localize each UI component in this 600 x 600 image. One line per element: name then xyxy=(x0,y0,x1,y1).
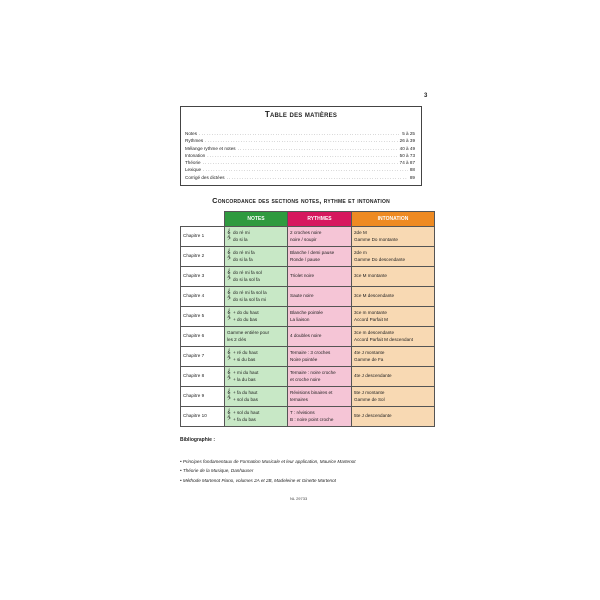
notes-text: + fa du bas xyxy=(233,416,256,422)
toc-label: Mélange rythme et notes xyxy=(185,145,236,151)
notes-cell xyxy=(225,267,288,287)
rythmes-line: Blanche pointée xyxy=(290,310,323,315)
bass-clef-icon: 𝄢 xyxy=(227,276,231,283)
toc-row xyxy=(185,137,415,144)
intonation-cell xyxy=(352,347,435,367)
intonation-cell xyxy=(352,307,435,327)
catalog-code: NL 29733 xyxy=(290,496,308,501)
bibliography-title: Bibliographie : xyxy=(180,437,215,443)
toc-pages: 26 à 39 xyxy=(399,138,415,144)
bass-clef-icon: 𝄢 xyxy=(227,316,231,323)
rythmes-line: et croche noire xyxy=(290,376,321,382)
notes-text: + mi du haut xyxy=(233,370,259,375)
rythmes-cell xyxy=(288,267,352,287)
notes-text: + ré du haut xyxy=(233,350,258,355)
header-blank xyxy=(181,212,225,227)
toc-label: Corrigé des dictées xyxy=(185,174,225,180)
toc-leader-dots xyxy=(227,174,408,181)
notes-line xyxy=(227,237,285,244)
chapter-cell: Chapitre 10 xyxy=(181,407,225,427)
intonation-cell xyxy=(352,247,435,267)
notes-text: les 2 clés xyxy=(227,336,247,342)
intonation-line: 3ce m descendante xyxy=(354,330,395,335)
table-row xyxy=(181,347,435,367)
intonation-line: 3ce M descendante xyxy=(354,293,395,299)
bibliography-item: • Théorie de la Musique, Danhauser xyxy=(180,468,254,474)
toc-pages: 74 à 87 xyxy=(399,160,415,166)
bass-clef-icon: 𝄢 xyxy=(227,396,231,403)
rythmes-cell xyxy=(288,387,352,407)
treble-clef-icon: 𝄞 xyxy=(227,390,231,397)
rythmes-line: T : révisions xyxy=(290,410,315,415)
rythmes-cell xyxy=(288,287,352,307)
intonation-line: Gamme Do montante xyxy=(354,236,398,242)
notes-text: do si la fa xyxy=(233,256,253,262)
toc-label: Rythmes xyxy=(185,138,204,144)
header-intonation: INTONATION xyxy=(352,212,435,227)
chapter-cell: Chapitre 9 xyxy=(181,387,225,407)
bass-clef-icon: 𝄢 xyxy=(227,296,231,303)
notes-line xyxy=(227,317,285,324)
toc-pages: 50 à 73 xyxy=(399,152,415,158)
table-row xyxy=(181,247,435,267)
intonation-line: Gamme Do descendante xyxy=(354,256,406,262)
toc-title: Table des matières xyxy=(264,110,338,119)
notes-text: do ré mi xyxy=(233,230,250,235)
notes-line xyxy=(227,397,285,404)
toc-leader-dots xyxy=(207,152,397,159)
notes-cell xyxy=(225,387,288,407)
intonation-line: 2de m xyxy=(354,250,367,255)
bass-clef-icon: 𝄢 xyxy=(227,356,231,363)
notes-line xyxy=(227,257,285,264)
rythmes-cell xyxy=(288,327,352,347)
intonation-line: 4te J montante xyxy=(354,350,385,355)
notes-cell xyxy=(225,247,288,267)
notes-line xyxy=(227,417,285,424)
notes-line xyxy=(227,277,285,284)
intonation-line: 2de M xyxy=(354,230,367,235)
table-row xyxy=(181,227,435,247)
bass-clef-icon: 𝄢 xyxy=(227,416,231,423)
notes-line xyxy=(227,297,285,304)
chapter-cell: Chapitre 1 xyxy=(181,227,225,247)
toc-leader-dots xyxy=(205,137,398,144)
table-header-row xyxy=(181,212,435,227)
rythmes-line: B : noire point croche xyxy=(290,416,334,422)
chapter-cell: Chapitre 4 xyxy=(181,287,225,307)
notes-text: do si la xyxy=(233,236,248,242)
intonation-line: 5te J descendante xyxy=(354,413,392,419)
chapter-cell: Chapitre 3 xyxy=(181,267,225,287)
notes-text: + fa du haut xyxy=(233,390,258,395)
toc-row xyxy=(185,145,415,152)
rythmes-line: 2 croches noire xyxy=(290,230,322,235)
rythmes-line: Noire pointée xyxy=(290,356,318,362)
rythmes-line: noire / soupir xyxy=(290,236,317,242)
notes-line xyxy=(227,377,285,384)
notes-text: + do du bas xyxy=(233,316,258,322)
notes-text: do ré mi fa sol la xyxy=(233,290,267,295)
rythmes-cell xyxy=(288,247,352,267)
notes-cell xyxy=(225,347,288,367)
table-row xyxy=(181,367,435,387)
notes-text: + sol du haut xyxy=(233,410,260,415)
chapter-cell: Chapitre 7 xyxy=(181,347,225,367)
table-row xyxy=(181,327,435,347)
toc-leader-dots xyxy=(199,130,400,137)
toc-row xyxy=(185,174,415,181)
notes-text: + la du bas xyxy=(233,376,256,382)
notes-cell xyxy=(225,307,288,327)
toc-pages: 88 xyxy=(409,167,415,173)
intonation-line: Gamme de Sol xyxy=(354,396,385,402)
toc-label: Intonation xyxy=(185,152,206,158)
chapter-cell: Chapitre 5 xyxy=(181,307,225,327)
notes-text: do si la sol fa xyxy=(233,276,260,282)
treble-clef-icon: 𝄞 xyxy=(227,350,231,357)
concordance-table xyxy=(180,211,435,427)
intonation-cell xyxy=(352,387,435,407)
notes-line xyxy=(227,337,285,344)
toc-row xyxy=(185,152,415,159)
intonation-cell xyxy=(352,327,435,347)
intonation-line: 3ce M montante xyxy=(354,273,387,279)
intonation-cell xyxy=(352,367,435,387)
rythmes-line: Saute noire xyxy=(290,293,314,299)
chapter-cell: Chapitre 8 xyxy=(181,367,225,387)
treble-clef-icon: 𝄞 xyxy=(227,250,231,257)
table-body xyxy=(181,227,435,427)
treble-clef-icon: 𝄞 xyxy=(227,310,231,317)
toc-label: Notes xyxy=(185,131,198,136)
notes-cell xyxy=(225,407,288,427)
concordance-title: Concordance des sections notes, rythme et intonation xyxy=(212,196,390,205)
toc-row xyxy=(185,130,415,137)
toc-pages: 40 à 49 xyxy=(399,145,415,151)
rythmes-cell xyxy=(288,407,352,427)
rythmes-line: Révisions binaires et xyxy=(290,390,333,395)
notes-line xyxy=(227,357,285,364)
rythmes-line: Ronde / pause xyxy=(290,256,320,262)
chapter-cell: Chapitre 6 xyxy=(181,327,225,347)
notes-cell xyxy=(225,327,288,347)
notes-cell xyxy=(225,227,288,247)
treble-clef-icon: 𝄞 xyxy=(227,270,231,277)
rythmes-cell xyxy=(288,347,352,367)
rythmes-line: Ternaire : noire croche xyxy=(290,370,336,375)
table-row xyxy=(181,407,435,427)
rythmes-line: 4 doubles noire xyxy=(290,333,322,339)
toc-label: Théorie xyxy=(185,160,201,166)
treble-clef-icon: 𝄞 xyxy=(227,230,231,237)
toc-label: Lexique xyxy=(185,167,202,173)
notes-text: + sol du bas xyxy=(233,396,258,402)
treble-clef-icon: 𝄞 xyxy=(227,290,231,297)
notes-cell xyxy=(225,287,288,307)
intonation-cell xyxy=(352,407,435,427)
intonation-line: 5te J montante xyxy=(354,390,385,395)
bass-clef-icon: 𝄢 xyxy=(227,376,231,383)
intonation-cell xyxy=(352,287,435,307)
toc-row xyxy=(185,159,415,166)
toc-leader-dots xyxy=(203,159,398,166)
notes-text: Gamme entière pour xyxy=(227,330,270,335)
notes-text: do si la sol fa mi xyxy=(233,296,266,302)
table-row xyxy=(181,307,435,327)
table-row xyxy=(181,287,435,307)
intonation-line: Accord Parfait M xyxy=(354,316,388,322)
rythmes-line: Blanche / demi pause xyxy=(290,250,335,255)
bibliography-list xyxy=(180,457,356,485)
rythmes-line: Triolet noire xyxy=(290,273,315,279)
toc-leader-dots xyxy=(238,145,398,152)
table-row xyxy=(181,387,435,407)
treble-clef-icon: 𝄞 xyxy=(227,370,231,377)
toc-pages: 89 xyxy=(409,174,415,180)
intonation-cell xyxy=(352,267,435,287)
table-of-contents xyxy=(180,106,422,186)
rythmes-line: ternaires xyxy=(290,396,308,402)
bass-clef-icon: 𝄢 xyxy=(227,236,231,243)
notes-text: do ré mi fa sol xyxy=(233,270,262,275)
page-number: 3 xyxy=(424,93,428,99)
bibliography-item: • Principes fondamentaux de Formation Musicale et leur application, Maurice Martenot xyxy=(180,459,356,464)
bass-clef-icon: 𝄢 xyxy=(227,256,231,263)
bibliography-item: • Méthode Martenot Piano, volumes 2A et 2B, Madeleine et Ginette Martenot xyxy=(180,477,336,483)
intonation-line: Accord Parfait M descendant xyxy=(354,336,413,342)
rythmes-line: Ternaire : 3 croches xyxy=(290,350,331,355)
notes-text: do ré mi fa xyxy=(233,250,255,255)
intonation-line: 4te J descendante xyxy=(354,373,392,379)
intonation-line: 3ce m montante xyxy=(354,310,387,315)
header-notes: NOTES xyxy=(225,212,288,227)
rythmes-line: La liaison xyxy=(290,316,310,322)
treble-clef-icon: 𝄞 xyxy=(227,410,231,417)
toc-pages: 5 à 25 xyxy=(402,131,415,136)
header-rythmes: RYTHMES xyxy=(288,212,352,227)
notes-text: + do du haut xyxy=(233,310,259,315)
toc-leader-dots xyxy=(203,166,408,173)
notes-cell xyxy=(225,367,288,387)
notes-text: + si du bas xyxy=(233,356,256,362)
intonation-cell xyxy=(352,227,435,247)
chapter-cell: Chapitre 2 xyxy=(181,247,225,267)
rythmes-cell xyxy=(288,227,352,247)
toc-list xyxy=(185,130,415,181)
table-row xyxy=(181,267,435,287)
intonation-line: Gamme de Fa xyxy=(354,356,384,362)
rythmes-cell xyxy=(288,307,352,327)
rythmes-cell xyxy=(288,367,352,387)
toc-row xyxy=(185,166,415,173)
